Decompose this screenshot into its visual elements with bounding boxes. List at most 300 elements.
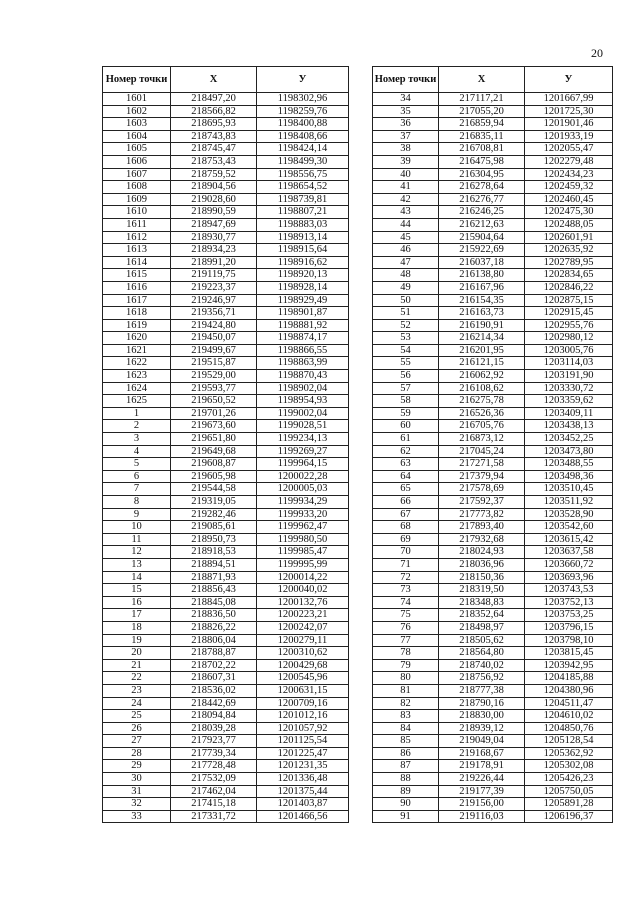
point-number-cell: 76 <box>373 621 439 634</box>
point-number-cell: 72 <box>373 571 439 584</box>
x-coordinate-cell: 219226,44 <box>439 773 525 786</box>
table-row <box>103 193 349 206</box>
table-row <box>103 609 349 622</box>
y-coordinate-cell: 1198881,92 <box>257 319 349 332</box>
x-coordinate-cell: 218150,36 <box>439 571 525 584</box>
point-number-cell: 26 <box>103 722 171 735</box>
x-coordinate-cell: 216201,95 <box>439 344 525 357</box>
point-number-cell: 69 <box>373 533 439 546</box>
x-coordinate-cell: 219177,39 <box>439 785 525 798</box>
point-number-cell: 3 <box>103 433 171 446</box>
table-row <box>103 496 349 509</box>
y-coordinate-cell: 1201125,54 <box>257 735 349 748</box>
x-coordinate-cell: 219246,97 <box>171 294 257 307</box>
point-number-cell: 1623 <box>103 370 171 383</box>
table-row <box>373 269 613 282</box>
x-coordinate-cell: 218566,82 <box>171 105 257 118</box>
y-coordinate-cell: 1200223,21 <box>257 609 349 622</box>
y-coordinate-cell: 1202460,45 <box>525 193 613 206</box>
point-number-cell: 1624 <box>103 382 171 395</box>
point-number-cell: 10 <box>103 521 171 534</box>
x-coordinate-cell: 218695,93 <box>171 118 257 131</box>
point-number-cell: 1612 <box>103 231 171 244</box>
x-coordinate-cell: 216190,91 <box>439 319 525 332</box>
y-coordinate-cell: 1201901,46 <box>525 118 613 131</box>
y-coordinate-cell: 1198902,04 <box>257 382 349 395</box>
table-row <box>103 672 349 685</box>
y-coordinate-cell: 1202488,05 <box>525 218 613 231</box>
y-coordinate-cell: 1204185,88 <box>525 672 613 685</box>
x-coordinate-cell: 219649,68 <box>171 445 257 458</box>
table-row <box>373 710 613 723</box>
y-coordinate-cell: 1198259,76 <box>257 105 349 118</box>
point-number-cell: 33 <box>103 810 171 823</box>
point-number-cell: 19 <box>103 634 171 647</box>
point-number-cell: 27 <box>103 735 171 748</box>
x-coordinate-cell: 216705,76 <box>439 420 525 433</box>
y-coordinate-cell: 1198424,14 <box>257 143 349 156</box>
y-coordinate-cell: 1200242,07 <box>257 621 349 634</box>
point-number-cell: 57 <box>373 382 439 395</box>
x-coordinate-cell: 216708,81 <box>439 143 525 156</box>
table-row <box>103 281 349 294</box>
point-number-cell: 21 <box>103 659 171 672</box>
y-coordinate-cell: 1205750,05 <box>525 785 613 798</box>
y-coordinate-cell: 1203409,11 <box>525 407 613 420</box>
point-number-cell: 1615 <box>103 269 171 282</box>
x-coordinate-cell: 218536,02 <box>171 684 257 697</box>
y-coordinate-cell: 1204511,47 <box>525 697 613 710</box>
table-row <box>373 634 613 647</box>
point-number-cell: 39 <box>373 155 439 168</box>
y-coordinate-cell: 1200709,16 <box>257 697 349 710</box>
point-number-cell: 54 <box>373 344 439 357</box>
y-coordinate-cell: 1203005,76 <box>525 344 613 357</box>
x-coordinate-cell: 219028,60 <box>171 193 257 206</box>
y-coordinate-cell: 1198863,99 <box>257 357 349 370</box>
point-number-cell: 14 <box>103 571 171 584</box>
point-number-cell: 1603 <box>103 118 171 131</box>
point-number-cell: 20 <box>103 647 171 660</box>
table-row <box>103 93 349 106</box>
point-number-cell: 45 <box>373 231 439 244</box>
point-number-cell: 1614 <box>103 256 171 269</box>
table-row <box>373 584 613 597</box>
x-coordinate-cell: 218352,64 <box>439 609 525 622</box>
point-number-cell: 1616 <box>103 281 171 294</box>
table-row <box>103 533 349 546</box>
point-number-cell: 6 <box>103 470 171 483</box>
y-coordinate-cell: 1204380,96 <box>525 684 613 697</box>
x-coordinate-cell: 218094,84 <box>171 710 257 723</box>
table-row <box>373 244 613 257</box>
point-number-cell: 1617 <box>103 294 171 307</box>
point-number-cell: 91 <box>373 810 439 823</box>
header-point-number: Номер точки <box>373 67 439 93</box>
y-coordinate-cell: 1202789,95 <box>525 256 613 269</box>
table-row <box>103 584 349 597</box>
y-coordinate-cell: 1204610,02 <box>525 710 613 723</box>
table-row <box>373 143 613 156</box>
table-row <box>103 357 349 370</box>
point-number-cell: 30 <box>103 773 171 786</box>
point-number-cell: 44 <box>373 218 439 231</box>
table-row <box>103 458 349 471</box>
y-coordinate-cell: 1198807,21 <box>257 206 349 219</box>
x-coordinate-cell: 218564,80 <box>439 647 525 660</box>
y-coordinate-cell: 1203752,13 <box>525 596 613 609</box>
table-row <box>373 735 613 748</box>
y-coordinate-cell: 1202980,12 <box>525 332 613 345</box>
table-row <box>373 420 613 433</box>
point-number-cell: 65 <box>373 483 439 496</box>
point-number-cell: 84 <box>373 722 439 735</box>
x-coordinate-cell: 219178,91 <box>439 760 525 773</box>
point-number-cell: 8 <box>103 496 171 509</box>
y-coordinate-cell: 1201403,87 <box>257 798 349 811</box>
point-number-cell: 1602 <box>103 105 171 118</box>
point-number-cell: 55 <box>373 357 439 370</box>
x-coordinate-cell: 218039,28 <box>171 722 257 735</box>
point-number-cell: 74 <box>373 596 439 609</box>
y-coordinate-cell: 1203114,03 <box>525 357 613 370</box>
header-y: У <box>257 67 349 93</box>
y-coordinate-cell: 1198870,43 <box>257 370 349 383</box>
table-row <box>373 218 613 231</box>
point-number-cell: 70 <box>373 546 439 559</box>
x-coordinate-cell: 216167,96 <box>439 281 525 294</box>
x-coordinate-cell: 217773,82 <box>439 508 525 521</box>
table-row <box>103 307 349 320</box>
y-coordinate-cell: 1198916,62 <box>257 256 349 269</box>
point-number-cell: 4 <box>103 445 171 458</box>
x-coordinate-cell: 219356,71 <box>171 307 257 320</box>
x-coordinate-cell: 217271,58 <box>439 458 525 471</box>
point-number-cell: 1604 <box>103 130 171 143</box>
table-row <box>103 710 349 723</box>
y-coordinate-cell: 1203191,90 <box>525 370 613 383</box>
y-coordinate-cell: 1200005,03 <box>257 483 349 496</box>
y-coordinate-cell: 1202834,65 <box>525 269 613 282</box>
x-coordinate-cell: 218442,69 <box>171 697 257 710</box>
x-coordinate-cell: 218930,77 <box>171 231 257 244</box>
table-row <box>373 307 613 320</box>
point-number-cell: 24 <box>103 697 171 710</box>
table-row <box>103 433 349 446</box>
y-coordinate-cell: 1205891,28 <box>525 798 613 811</box>
point-number-cell: 71 <box>373 558 439 571</box>
y-coordinate-cell: 1200014,22 <box>257 571 349 584</box>
table-row <box>103 558 349 571</box>
y-coordinate-cell: 1203542,60 <box>525 521 613 534</box>
y-coordinate-cell: 1204850,76 <box>525 722 613 735</box>
table-row <box>373 105 613 118</box>
y-coordinate-cell: 1198654,52 <box>257 181 349 194</box>
page-number: 20 <box>591 46 603 60</box>
y-coordinate-cell: 1203452,25 <box>525 433 613 446</box>
x-coordinate-cell: 218950,73 <box>171 533 257 546</box>
x-coordinate-cell: 216163,73 <box>439 307 525 320</box>
table-row <box>373 722 613 735</box>
point-number-cell: 32 <box>103 798 171 811</box>
point-number-cell: 1622 <box>103 357 171 370</box>
point-number-cell: 88 <box>373 773 439 786</box>
table-row <box>373 382 613 395</box>
point-number-cell: 16 <box>103 596 171 609</box>
point-number-cell: 43 <box>373 206 439 219</box>
point-number-cell: 1621 <box>103 344 171 357</box>
x-coordinate-cell: 217932,68 <box>439 533 525 546</box>
x-coordinate-cell: 218036,96 <box>439 558 525 571</box>
point-number-cell: 1618 <box>103 307 171 320</box>
table-row <box>103 735 349 748</box>
point-number-cell: 87 <box>373 760 439 773</box>
point-number-cell: 34 <box>373 93 439 106</box>
y-coordinate-cell: 1202601,91 <box>525 231 613 244</box>
point-number-cell: 60 <box>373 420 439 433</box>
point-number-cell: 1 <box>103 407 171 420</box>
y-coordinate-cell: 1199269,27 <box>257 445 349 458</box>
y-coordinate-cell: 1203510,45 <box>525 483 613 496</box>
y-coordinate-cell: 1201375,44 <box>257 785 349 798</box>
y-coordinate-cell: 1205426,23 <box>525 773 613 786</box>
y-coordinate-cell: 1198866,55 <box>257 344 349 357</box>
table-row <box>373 93 613 106</box>
x-coordinate-cell: 219673,60 <box>171 420 257 433</box>
x-coordinate-cell: 218777,38 <box>439 684 525 697</box>
table-row <box>373 508 613 521</box>
table-row <box>103 168 349 181</box>
x-coordinate-cell: 218348,83 <box>439 596 525 609</box>
point-number-cell: 1607 <box>103 168 171 181</box>
point-number-cell: 23 <box>103 684 171 697</box>
point-number-cell: 7 <box>103 483 171 496</box>
table-row <box>103 621 349 634</box>
y-coordinate-cell: 1198929,49 <box>257 294 349 307</box>
x-coordinate-cell: 219282,46 <box>171 508 257 521</box>
y-coordinate-cell: 1203942,95 <box>525 659 613 672</box>
table-row <box>103 798 349 811</box>
y-coordinate-cell: 1203528,90 <box>525 508 613 521</box>
point-number-cell: 1611 <box>103 218 171 231</box>
y-coordinate-cell: 1199964,15 <box>257 458 349 471</box>
x-coordinate-cell: 219544,58 <box>171 483 257 496</box>
point-number-cell: 1605 <box>103 143 171 156</box>
y-coordinate-cell: 1203693,96 <box>525 571 613 584</box>
y-coordinate-cell: 1200631,15 <box>257 684 349 697</box>
table-row <box>373 697 613 710</box>
point-number-cell: 50 <box>373 294 439 307</box>
x-coordinate-cell: 217117,21 <box>439 93 525 106</box>
x-coordinate-cell: 218826,22 <box>171 621 257 634</box>
y-coordinate-cell: 1203798,10 <box>525 634 613 647</box>
table-row <box>373 445 613 458</box>
y-coordinate-cell: 1201725,30 <box>525 105 613 118</box>
y-coordinate-cell: 1198954,93 <box>257 395 349 408</box>
y-coordinate-cell: 1198408,66 <box>257 130 349 143</box>
y-coordinate-cell: 1206196,37 <box>525 810 613 823</box>
point-number-cell: 66 <box>373 496 439 509</box>
x-coordinate-cell: 218607,31 <box>171 672 257 685</box>
y-coordinate-cell: 1201466,56 <box>257 810 349 823</box>
x-coordinate-cell: 216873,12 <box>439 433 525 446</box>
x-coordinate-cell: 216278,64 <box>439 181 525 194</box>
table-row <box>103 256 349 269</box>
point-number-cell: 62 <box>373 445 439 458</box>
y-coordinate-cell: 1203660,72 <box>525 558 613 571</box>
table-row <box>373 546 613 559</box>
x-coordinate-cell: 218871,93 <box>171 571 257 584</box>
point-number-cell: 77 <box>373 634 439 647</box>
y-coordinate-cell: 1203498,36 <box>525 470 613 483</box>
point-number-cell: 1601 <box>103 93 171 106</box>
header-x: X <box>171 67 257 93</box>
point-number-cell: 22 <box>103 672 171 685</box>
y-coordinate-cell: 1199234,13 <box>257 433 349 446</box>
table-row <box>103 773 349 786</box>
x-coordinate-cell: 219085,61 <box>171 521 257 534</box>
y-coordinate-cell: 1199934,29 <box>257 496 349 509</box>
table-row <box>373 181 613 194</box>
point-number-cell: 28 <box>103 747 171 760</box>
y-coordinate-cell: 1202279,48 <box>525 155 613 168</box>
header-point-number: Номер точки <box>103 67 171 93</box>
y-coordinate-cell: 1198302,96 <box>257 93 349 106</box>
table-row <box>103 143 349 156</box>
x-coordinate-cell: 218756,92 <box>439 672 525 685</box>
table-row <box>103 483 349 496</box>
table-row <box>373 810 613 823</box>
point-number-cell: 78 <box>373 647 439 660</box>
x-coordinate-cell: 219156,00 <box>439 798 525 811</box>
x-coordinate-cell: 216214,34 <box>439 332 525 345</box>
x-coordinate-cell: 215922,69 <box>439 244 525 257</box>
x-coordinate-cell: 216304,95 <box>439 168 525 181</box>
x-coordinate-cell: 218702,22 <box>171 659 257 672</box>
point-number-cell: 1606 <box>103 155 171 168</box>
table-row <box>373 483 613 496</box>
table-row <box>373 193 613 206</box>
y-coordinate-cell: 1203473,80 <box>525 445 613 458</box>
x-coordinate-cell: 217462,04 <box>171 785 257 798</box>
table-row <box>103 722 349 735</box>
x-coordinate-cell: 219701,26 <box>171 407 257 420</box>
table-row <box>373 533 613 546</box>
y-coordinate-cell: 1202635,92 <box>525 244 613 257</box>
x-coordinate-cell: 218759,52 <box>171 168 257 181</box>
point-number-cell: 67 <box>373 508 439 521</box>
x-coordinate-cell: 217331,72 <box>171 810 257 823</box>
header-y: У <box>525 67 613 93</box>
x-coordinate-cell: 217739,34 <box>171 747 257 760</box>
y-coordinate-cell: 1198920,13 <box>257 269 349 282</box>
table-row <box>103 395 349 408</box>
table-row <box>103 130 349 143</box>
y-coordinate-cell: 1200545,96 <box>257 672 349 685</box>
x-coordinate-cell: 217578,69 <box>439 483 525 496</box>
x-coordinate-cell: 215904,64 <box>439 231 525 244</box>
x-coordinate-cell: 216154,35 <box>439 294 525 307</box>
x-coordinate-cell: 217532,09 <box>171 773 257 786</box>
x-coordinate-cell: 216037,18 <box>439 256 525 269</box>
y-coordinate-cell: 1200022,28 <box>257 470 349 483</box>
table-row <box>103 445 349 458</box>
x-coordinate-cell: 218894,51 <box>171 558 257 571</box>
point-number-cell: 29 <box>103 760 171 773</box>
x-coordinate-cell: 218788,87 <box>171 647 257 660</box>
table-row <box>103 420 349 433</box>
table-row <box>373 458 613 471</box>
x-coordinate-cell: 216835,11 <box>439 130 525 143</box>
x-coordinate-cell: 217379,94 <box>439 470 525 483</box>
x-coordinate-cell: 219651,80 <box>171 433 257 446</box>
coordinates-table-right <box>372 66 613 823</box>
table-row <box>373 206 613 219</box>
y-coordinate-cell: 1200429,68 <box>257 659 349 672</box>
point-number-cell: 90 <box>373 798 439 811</box>
x-coordinate-cell: 218790,16 <box>439 697 525 710</box>
table-row <box>373 773 613 786</box>
table-row <box>103 294 349 307</box>
point-number-cell: 15 <box>103 584 171 597</box>
y-coordinate-cell: 1201057,92 <box>257 722 349 735</box>
table-row <box>373 294 613 307</box>
table-row <box>373 609 613 622</box>
x-coordinate-cell: 219424,80 <box>171 319 257 332</box>
y-coordinate-cell: 1202459,32 <box>525 181 613 194</box>
point-number-cell: 1619 <box>103 319 171 332</box>
x-coordinate-cell: 218753,43 <box>171 155 257 168</box>
table-row <box>103 407 349 420</box>
y-coordinate-cell: 1203511,92 <box>525 496 613 509</box>
y-coordinate-cell: 1201336,48 <box>257 773 349 786</box>
y-coordinate-cell: 1201225,47 <box>257 747 349 760</box>
x-coordinate-cell: 216121,15 <box>439 357 525 370</box>
point-number-cell: 68 <box>373 521 439 534</box>
point-number-cell: 42 <box>373 193 439 206</box>
x-coordinate-cell: 219515,87 <box>171 357 257 370</box>
x-coordinate-cell: 217045,24 <box>439 445 525 458</box>
table-row <box>103 571 349 584</box>
x-coordinate-cell: 218836,50 <box>171 609 257 622</box>
point-number-cell: 40 <box>373 168 439 181</box>
y-coordinate-cell: 1198499,30 <box>257 155 349 168</box>
table-row <box>103 269 349 282</box>
x-coordinate-cell: 217893,40 <box>439 521 525 534</box>
table-header-row <box>103 67 349 93</box>
y-coordinate-cell: 1201012,16 <box>257 710 349 723</box>
table-row <box>373 231 613 244</box>
point-number-cell: 75 <box>373 609 439 622</box>
y-coordinate-cell: 1205362,92 <box>525 747 613 760</box>
point-number-cell: 59 <box>373 407 439 420</box>
y-coordinate-cell: 1202055,47 <box>525 143 613 156</box>
x-coordinate-cell: 218830,00 <box>439 710 525 723</box>
x-coordinate-cell: 217592,37 <box>439 496 525 509</box>
point-number-cell: 1609 <box>103 193 171 206</box>
x-coordinate-cell: 219650,52 <box>171 395 257 408</box>
table-row <box>373 281 613 294</box>
table-row <box>103 596 349 609</box>
x-coordinate-cell: 216138,80 <box>439 269 525 282</box>
table-row <box>373 785 613 798</box>
table-header-row <box>373 67 613 93</box>
y-coordinate-cell: 1199933,20 <box>257 508 349 521</box>
x-coordinate-cell: 218934,23 <box>171 244 257 257</box>
y-coordinate-cell: 1198928,14 <box>257 281 349 294</box>
table-row <box>373 496 613 509</box>
table-row <box>373 118 613 131</box>
